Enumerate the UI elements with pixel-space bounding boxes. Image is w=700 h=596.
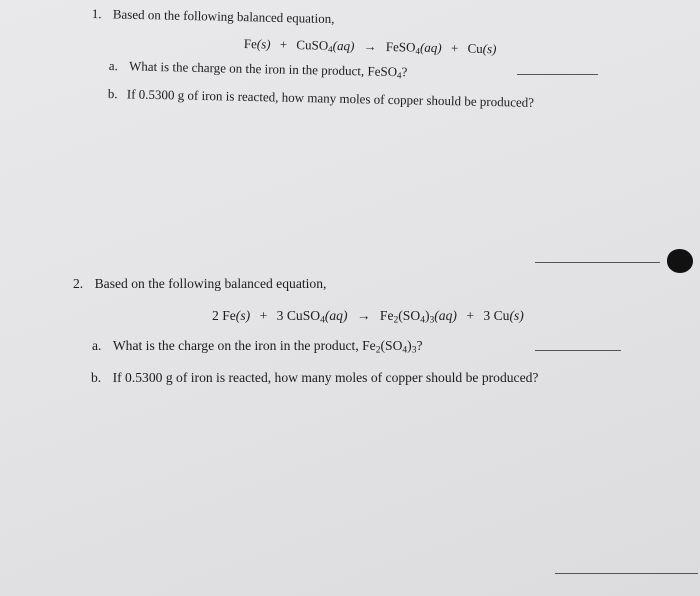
- question-2a: [92, 338, 423, 354]
- eq1-plus: +: [279, 36, 288, 52]
- eq2-coefficient: 3: [483, 308, 491, 323]
- question-1b: [108, 86, 534, 111]
- question-2b: [91, 370, 538, 386]
- question-2a-subscript: 3: [411, 345, 417, 356]
- question-1a: [109, 58, 408, 80]
- eq2-subscript: 4: [420, 315, 425, 326]
- question-2b-letter: b.: [91, 370, 102, 385]
- question-1a-question-mark: ?: [401, 64, 408, 80]
- question-1a-letter: a.: [108, 58, 119, 74]
- question-1-equation: [244, 36, 497, 57]
- question-1b-text: If 0.5300 g of iron is reacted, how many moles of copper should be produced?: [126, 86, 535, 110]
- question-1a-text: [129, 58, 408, 79]
- question-1: [92, 6, 335, 27]
- question-2a-text: [112, 338, 423, 356]
- question-1a-subscript: 4: [396, 70, 402, 81]
- question-2a-subscript: 4: [402, 345, 408, 356]
- question-2a-question-mark: ?: [416, 338, 423, 353]
- eq2-state: (aq): [324, 308, 348, 323]
- eq1-reactant-fe: Fe: [243, 36, 257, 52]
- eq1-product-cu: Cu: [467, 40, 483, 57]
- answer-line-1b[interactable]: [535, 262, 660, 263]
- question-1-prompt: Based on the following balanced equation,: [112, 6, 335, 27]
- eq1-arrow: →: [363, 38, 377, 54]
- question-2: [73, 276, 326, 292]
- eq2-state: (s): [235, 308, 251, 323]
- question-2a-text-main: What is the charge on the iron in the product, Fe: [112, 338, 376, 353]
- punch-hole: [667, 249, 693, 273]
- question-2a-text-part: ): [407, 338, 412, 353]
- question-2a-subscript: 2: [375, 345, 381, 356]
- eq1-subscript: 4: [415, 45, 421, 56]
- eq2-reactant-fe: Fe: [222, 308, 236, 323]
- eq2-subscript: 3: [429, 315, 435, 326]
- eq2-product-fe2so43: Fe: [379, 308, 394, 323]
- question-2a-text-part: (SO: [380, 338, 403, 353]
- question-1-number: 1.: [91, 6, 102, 22]
- answer-line-2a[interactable]: [535, 350, 621, 351]
- eq2-product-part: (SO: [398, 308, 421, 323]
- eq2-state: (aq): [434, 308, 457, 323]
- answer-line-1a[interactable]: [517, 74, 598, 75]
- eq2-product-part: ): [424, 308, 430, 323]
- answer-line-2b[interactable]: [555, 573, 698, 574]
- question-2-prompt: Based on the following balanced equation,: [94, 276, 327, 291]
- eq1-subscript: 4: [328, 44, 333, 55]
- eq1-state: (s): [256, 36, 271, 52]
- eq1-plus: +: [450, 40, 459, 56]
- eq1-state: (aq): [332, 37, 355, 54]
- eq2-product-cu: Cu: [493, 308, 510, 323]
- eq2-subscript: 4: [320, 315, 325, 326]
- eq2-coefficient: 2: [212, 308, 219, 323]
- question-1a-text-main: What is the charge on the iron in the product, FeSO: [128, 58, 398, 80]
- eq2-coefficient: 3: [276, 308, 284, 323]
- question-2a-letter: a.: [92, 338, 102, 353]
- eq1-state: (s): [482, 41, 497, 57]
- question-2-number: 2.: [73, 276, 84, 291]
- eq1-reactant-cuso4: CuSO: [296, 37, 329, 53]
- eq1-state: (aq): [419, 39, 442, 56]
- question-1b-letter: b.: [107, 86, 118, 102]
- eq2-plus: +: [466, 308, 474, 323]
- eq2-plus: +: [259, 308, 268, 323]
- eq1-product-feso4: FeSO: [385, 38, 416, 55]
- question-2-equation: [212, 308, 524, 324]
- eq2-reactant-cuso4: CuSO: [286, 308, 321, 323]
- eq2-subscript: 2: [393, 315, 399, 326]
- eq2-state: (s): [509, 308, 524, 323]
- eq2-arrow: →: [356, 308, 371, 323]
- question-2b-text: If 0.5300 g of iron is reacted, how many moles of copper should be produced?: [112, 370, 539, 385]
